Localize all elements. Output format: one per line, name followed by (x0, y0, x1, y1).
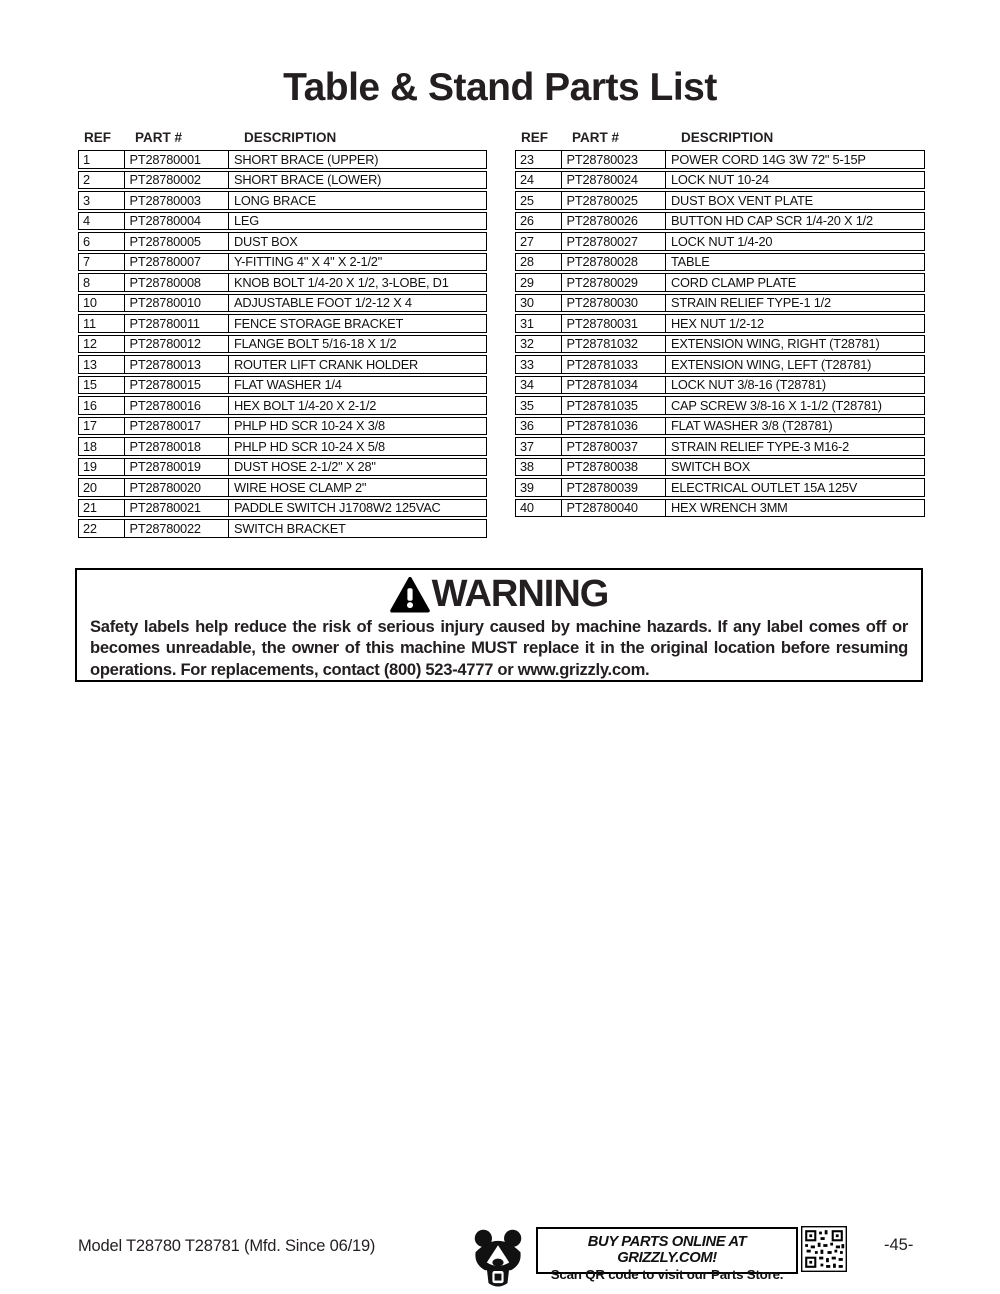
ref-cell: 35 (516, 397, 562, 414)
part-cell: PT28780021 (125, 500, 230, 517)
ref-cell: 29 (516, 274, 562, 291)
table-row (78, 437, 487, 456)
ref-cell: 12 (79, 336, 125, 353)
part-cell: PT28780018 (125, 438, 230, 455)
desc-cell: STRAIN RELIEF TYPE-1 1/2 (671, 295, 831, 311)
part-cell: PT28780004 (125, 213, 230, 230)
desc-cell: HEX WRENCH 3MM (671, 500, 788, 516)
part-cell: PT28780030 (562, 295, 667, 312)
desc-cell: POWER CORD 14G 3W 72" 5-15P (671, 151, 866, 167)
table-row (78, 478, 487, 497)
ref-cell: 18 (79, 438, 125, 455)
ref-cell: 39 (516, 479, 562, 496)
desc-cell: DUST BOX (234, 233, 298, 249)
part-cell: PT28781035 (562, 397, 667, 414)
desc-cell: SHORT BRACE (LOWER) (234, 172, 382, 188)
part-cell: PT28780020 (125, 479, 230, 496)
desc-cell: FLANGE BOLT 5/16-18 X 1/2 (234, 336, 397, 352)
ref-cell: 1 (79, 151, 125, 168)
ref-cell: 37 (516, 438, 562, 455)
desc-cell: ELECTRICAL OUTLET 15A 125V (671, 479, 858, 495)
desc-cell: Y-FITTING 4" X 4" X 2-1/2" (234, 254, 383, 270)
warning-triangle-icon (390, 577, 430, 614)
table-row (515, 212, 925, 231)
desc-cell: STRAIN RELIEF TYPE-3 M16-2 (671, 438, 850, 454)
table-row (515, 253, 925, 272)
table-row (78, 212, 487, 231)
table-row (78, 499, 487, 518)
table-row (78, 519, 487, 538)
part-cell: PT28781033 (562, 356, 667, 373)
part-cell: PT28780010 (125, 295, 230, 312)
parts-table-right (515, 126, 925, 538)
ref-cell: 26 (516, 213, 562, 230)
ref-cell: 30 (516, 295, 562, 312)
table-row (78, 232, 487, 251)
column-header-description: DESCRIPTION (244, 129, 337, 145)
column-header-description: DESCRIPTION (681, 129, 774, 145)
qr-code-icon (801, 1226, 847, 1272)
ref-cell: 11 (79, 315, 125, 332)
desc-cell: SWITCH BRACKET (234, 520, 346, 536)
table-row (78, 191, 487, 210)
desc-cell: KNOB BOLT 1/4-20 X 1/2, 3-LOBE, D1 (234, 274, 449, 290)
table-row (515, 355, 925, 374)
desc-cell: EXTENSION WING, LEFT (T28781) (671, 356, 872, 372)
part-cell: PT28780023 (562, 151, 667, 168)
part-cell: PT28780025 (562, 192, 667, 209)
table-row (78, 253, 487, 272)
ref-cell: 17 (79, 418, 125, 435)
ref-cell: 34 (516, 377, 562, 394)
part-cell: PT28780027 (562, 233, 667, 250)
part-cell: PT28780037 (562, 438, 667, 455)
parts-table-left (78, 126, 487, 538)
desc-cell: DUST HOSE 2-1/2" X 28" (234, 459, 376, 475)
table-row (515, 273, 925, 292)
page-number: -45- (884, 1236, 914, 1254)
part-cell: PT28780040 (562, 500, 667, 517)
ref-cell: 7 (79, 254, 125, 271)
warning-heading (77, 573, 921, 615)
part-cell: PT28780017 (125, 418, 230, 435)
table-row (78, 458, 487, 477)
part-cell: PT28780005 (125, 233, 230, 250)
desc-cell: TABLE (671, 254, 710, 270)
desc-cell: FLAT WASHER 3/8 (T28781) (671, 418, 833, 434)
desc-cell: HEX NUT 1/2-12 (671, 315, 764, 331)
table-row (515, 376, 925, 395)
ref-cell: 10 (79, 295, 125, 312)
ref-cell: 27 (516, 233, 562, 250)
table-row (515, 171, 925, 190)
part-cell: PT28781032 (562, 336, 667, 353)
table-row (515, 191, 925, 210)
ref-cell: 13 (79, 356, 125, 373)
part-cell: PT28780029 (562, 274, 667, 291)
buy-parts-headline: BUY PARTS ONLINE AT GRIZZLY.COM! (587, 1234, 747, 1266)
footer-model-text: Model T28780 T28781 (Mfd. Since 06/19) (78, 1237, 376, 1255)
part-cell: PT28780007 (125, 254, 230, 271)
table-row (515, 396, 925, 415)
ref-cell: 33 (516, 356, 562, 373)
table-row (78, 396, 487, 415)
parts-tables (78, 126, 925, 538)
table-row (515, 478, 925, 497)
desc-cell: LONG BRACE (234, 192, 316, 208)
desc-cell: DUST BOX VENT PLATE (671, 192, 813, 208)
part-cell: PT28780015 (125, 377, 230, 394)
table-row (78, 150, 487, 169)
buy-parts-box (536, 1227, 798, 1282)
desc-cell: CORD CLAMP PLATE (671, 274, 797, 290)
ref-cell: 23 (516, 151, 562, 168)
desc-cell: LOCK NUT 10-24 (671, 172, 769, 188)
part-cell: PT28780024 (562, 172, 667, 189)
column-header-ref: REF (84, 129, 111, 145)
table-row (78, 417, 487, 436)
ref-cell: 24 (516, 172, 562, 189)
column-header-ref: REF (521, 129, 548, 145)
desc-cell: FENCE STORAGE BRACKET (234, 315, 404, 331)
ref-cell: 32 (516, 336, 562, 353)
ref-cell: 28 (516, 254, 562, 271)
ref-cell: 19 (79, 459, 125, 476)
part-cell: PT28780019 (125, 459, 230, 476)
warning-text: Safety labels help reduce the risk of serious injury caused by machine hazards. If any label comes off or becomes unreadable, the owner of this machine MUST replace it in the original location before resuming operations. For replacements, contact (800) 523-4777 or www.grizzly.com. (90, 617, 908, 679)
ref-cell: 21 (79, 500, 125, 517)
part-cell: PT28781034 (562, 377, 667, 394)
desc-cell: CAP SCREW 3/8-16 X 1-1/2 (T28781) (671, 397, 882, 413)
desc-cell: LEG (234, 213, 260, 229)
ref-cell: 40 (516, 500, 562, 517)
warning-word: WARNING (431, 573, 609, 615)
desc-cell: EXTENSION WING, RIGHT (T28781) (671, 336, 880, 352)
ref-cell: 8 (79, 274, 125, 291)
part-cell: PT28780039 (562, 479, 667, 496)
part-cell: PT28780008 (125, 274, 230, 291)
ref-cell: 36 (516, 418, 562, 435)
desc-cell: PHLP HD SCR 10-24 X 3/8 (234, 418, 385, 434)
ref-cell: 2 (79, 172, 125, 189)
desc-cell: FLAT WASHER 1/4 (234, 377, 342, 393)
desc-cell: WIRE HOSE CLAMP 2" (234, 479, 367, 495)
part-cell: PT28780001 (125, 151, 230, 168)
ref-cell: 16 (79, 397, 125, 414)
desc-cell: PHLP HD SCR 10-24 X 5/8 (234, 438, 385, 454)
grizzly-bear-logo-icon (472, 1228, 524, 1290)
ref-cell: 20 (79, 479, 125, 496)
table-row (515, 417, 925, 436)
desc-cell: SHORT BRACE (UPPER) (234, 151, 379, 167)
table-row (515, 499, 925, 518)
column-header-part: PART # (135, 129, 183, 145)
desc-cell: PADDLE SWITCH J1708W2 125VAC (234, 500, 441, 516)
part-cell: PT28780003 (125, 192, 230, 209)
part-cell: PT28781036 (562, 418, 667, 435)
part-cell: PT28780038 (562, 459, 667, 476)
part-cell: PT28780028 (562, 254, 667, 271)
table-header-left (78, 126, 487, 148)
ref-cell: 38 (516, 459, 562, 476)
buy-parts-subline: Scan QR code to visit our Parts Store. (550, 1267, 784, 1282)
part-cell: PT28780013 (125, 356, 230, 373)
table-header-right (515, 126, 925, 148)
table-row (78, 273, 487, 292)
table-row (515, 232, 925, 251)
table-row (515, 150, 925, 169)
part-cell: PT28780012 (125, 336, 230, 353)
table-row (515, 335, 925, 354)
ref-cell: 6 (79, 233, 125, 250)
ref-cell: 15 (79, 377, 125, 394)
desc-cell: LOCK NUT 3/8-16 (T28781) (671, 377, 826, 393)
desc-cell: ADJUSTABLE FOOT 1/2-12 X 4 (234, 295, 412, 311)
desc-cell: HEX BOLT 1/4-20 X 2-1/2 (234, 397, 377, 413)
table-row (515, 458, 925, 477)
table-row (78, 355, 487, 374)
part-cell: PT28780031 (562, 315, 667, 332)
ref-cell: 25 (516, 192, 562, 209)
ref-cell: 3 (79, 192, 125, 209)
desc-cell: LOCK NUT 1/4-20 (671, 233, 773, 249)
desc-cell: SWITCH BOX (671, 459, 751, 475)
table-row (78, 171, 487, 190)
ref-cell: 22 (79, 520, 125, 537)
desc-cell: BUTTON HD CAP SCR 1/4-20 X 1/2 (671, 213, 873, 229)
ref-cell: 4 (79, 213, 125, 230)
table-row (515, 314, 925, 333)
table-row (78, 376, 487, 395)
desc-cell: ROUTER LIFT CRANK HOLDER (234, 356, 419, 372)
ref-cell: 31 (516, 315, 562, 332)
part-cell: PT28780002 (125, 172, 230, 189)
warning-box (75, 568, 923, 682)
part-cell: PT28780022 (125, 520, 230, 537)
table-row (78, 314, 487, 333)
column-header-part: PART # (572, 129, 620, 145)
page-title: Table & Stand Parts List (283, 66, 717, 109)
part-cell: PT28780026 (562, 213, 667, 230)
part-cell: PT28780011 (125, 315, 230, 332)
table-row (515, 437, 925, 456)
part-cell: PT28780016 (125, 397, 230, 414)
table-row (515, 294, 925, 313)
table-row (78, 294, 487, 313)
table-row (78, 335, 487, 354)
